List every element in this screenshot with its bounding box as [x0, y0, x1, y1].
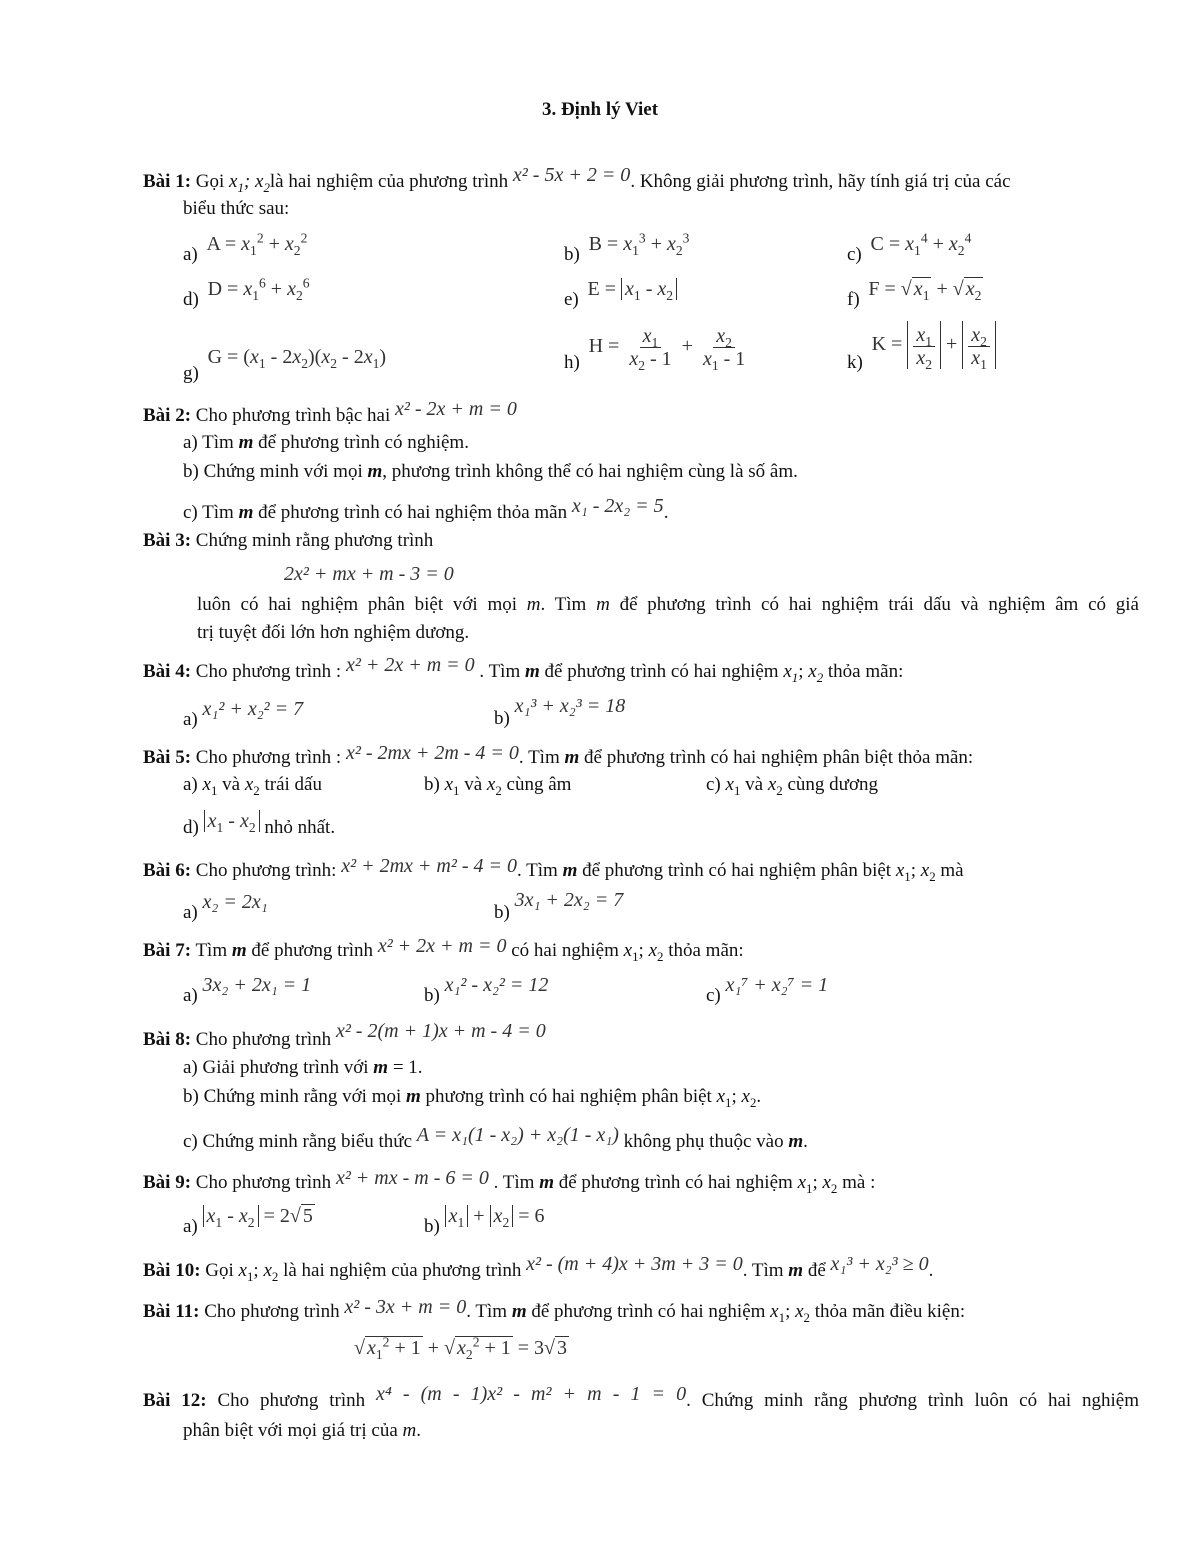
equation: x² - 3x + m = 0 — [344, 1296, 467, 1318]
equation-3: 2x² + mx + m - 3 = 0 — [284, 563, 454, 585]
equation-11-condition: √ $x_1^2 + 1$ + √ $x_2^2 + 1 = 3√$ 3 — [354, 1334, 568, 1362]
problem-4: Bài 4: Cho phương trình : x² + 2x + m = 0 . Tìm m để phương trình có hai nghiệm $x_1$; $x_2$ thỏa mãn: — [143, 654, 904, 685]
problem-6: Bài 6: Cho phương trình: x² + 2mx + m² - 4 = 0. Tìm m để phương trình có hai nghiệm phân biệt $x_1$; $x_2$ mà — [143, 855, 964, 884]
item-1e: e) $E = x_1 - x_2$ — [564, 277, 677, 302]
problem-3-line2: trị tuyệt đối lớn hơn nghiệm dương. — [197, 622, 470, 643]
equation: x² - 2x + m = 0 — [395, 398, 517, 420]
problem-2b: b) Chứng minh với mọi m, phương trình không thể có hai nghiệm cùng là số âm. — [183, 461, 798, 482]
item-7b: b) x₁² - x₂² = 12 — [424, 974, 549, 1006]
item-1g: g) $G = (x_1 - 2x_2)(x_2 - 2x_1)$ — [183, 346, 387, 384]
problem-label: Bài 4: — [143, 661, 192, 682]
problem-label: Bài 5: — [143, 747, 192, 768]
equation: A = x₁(1 - x₂) + x₂(1 - x₁) — [416, 1124, 619, 1146]
problem-8b: b) Chứng minh rằng với mọi m phương trình có hai nghiệm phân biệt $x_1$; $x_2$. — [183, 1086, 762, 1110]
expression-9b: $x_1 + x_2 = 6$ — [445, 1205, 545, 1227]
item-6a: a) x₂ = 2x₁ — [183, 891, 268, 923]
expression-a: $A = x_1^2 + x_2^2$ — [206, 230, 308, 258]
problem-10: Bài 10: Gọi $x_1$; $x_2$ là hai nghiệm của phương trình x² - (m + 4)x + 3m + 3 = 0. Tìm m để x₁³ + x₂³ ≥ 0. — [143, 1253, 934, 1284]
item-4b: b) x₁³ + x₂³ = 18 — [494, 695, 626, 729]
equation: x² - 2(m + 1)x + m - 4 = 0 — [335, 1020, 546, 1042]
equation: x² + 2x + m = 0 — [377, 935, 507, 957]
item-1a: a) $A = x_1^2 + x_2^2$ — [183, 230, 308, 265]
equation: x² - 2mx + 2m - 4 = 0 — [345, 742, 519, 764]
expression-d: $D = x_1^6 + x_2^6$ — [207, 275, 310, 303]
item-1f: f) F = √ $x_1$ + √ $x_2$ — [847, 278, 982, 310]
equation: x² + 2mx + m² - 4 = 0 — [341, 855, 517, 877]
expression-k: K = $\frac{x_1}{x_2}$ + $\frac{x_2}{x_1}$ — [872, 333, 996, 355]
item-9b: b) $x_1 + x_2 = 6$ — [424, 1205, 545, 1237]
page-title: 3. Định lý Viet — [541, 99, 659, 120]
problem-label: Bài 8: — [143, 1029, 192, 1050]
problem-9: Bài 9: Cho phương trình x² + mx - m - 6 = 0 . Tìm m để phương trình có hai nghiệm $x_1$; $x_2$ mà : — [143, 1167, 876, 1196]
equation: x² + 2x + m = 0 — [345, 654, 475, 676]
expression-e: $E = x_1 - x_2$ — [588, 278, 678, 300]
item-5d: d) $x_1 - x_2$ nhỏ nhất. — [183, 810, 336, 838]
problem-3: Bài 3: Chứng minh rằng phương trình — [143, 530, 434, 551]
expression-h: H = $\frac{x_1}{x_2 - 1}$ + $\frac{x_2}{x_1 - 1}$ — [588, 324, 746, 373]
problem-2a: a) Tìm m để phương trình có nghiệm. — [183, 432, 469, 453]
problem-12-line2: phân biệt với mọi giá trị của m. — [183, 1420, 422, 1441]
problem-2c: c) Tìm m để phương trình có hai nghiệm thỏa mãn x₁ - 2x₂ = 5. — [183, 495, 669, 523]
problem-label: Bài 1: — [143, 171, 192, 192]
problem-7: Bài 7: Tìm m để phương trình x² + 2x + m = 0 có hai nghiệm $x_1$; $x_2$ thỏa mãn: — [143, 935, 744, 964]
abs-expression: $x_1 - x_2$ — [204, 810, 260, 832]
problem-5: Bài 5: Cho phương trình : x² - 2mx + 2m - 4 = 0. Tìm m để phương trình có hai nghiệm phân biệt thỏa mãn: — [143, 742, 974, 768]
problem-label: Bài 3: — [143, 530, 192, 551]
problem-label: Bài 10: — [143, 1260, 201, 1281]
problem-label: Bài 9: — [143, 1172, 192, 1193]
problem-1: Bài 1: Gọi $x_1$; $x_2là$ hai nghiệm của phương trình x² - 5x + 2 = 0. Không giải phương trình, hãy tính giá trị của các — [143, 164, 1011, 195]
problem-label: Bài 2: — [143, 405, 192, 426]
equation: x₁³ + x₂³ ≥ 0 — [830, 1253, 929, 1275]
item-5c: c) $x_1$ và $x_2$ cùng dương — [706, 774, 879, 798]
problem-1-line2: biểu thức sau: — [183, 198, 290, 219]
item-4a: a) x₁² + x₂² = 7 — [183, 698, 304, 730]
expression-f: F = √ $x_1$ + √ $x_2$ — [868, 278, 982, 303]
problem-label: Bài 6: — [143, 860, 192, 881]
problem-11: Bài 11: Cho phương trình x² - 3x + m = 0. Tìm m để phương trình có hai nghiệm $x_1$; $x_2$ thỏa mãn điều kiện: — [143, 1296, 966, 1325]
problem-label: Bài 7: — [143, 940, 192, 961]
equation: x² - 5x + 2 = 0 — [512, 164, 631, 186]
problem-2: Bài 2: Cho phương trình bậc hai x² - 2x + m = 0 — [143, 398, 517, 426]
expression-9a: $x_1 - x_2 = 2√$ 5 — [203, 1204, 315, 1227]
equation: x² + mx - m - 6 = 0 — [335, 1167, 489, 1189]
problem-8a: a) Giải phương trình với m = 1. — [183, 1057, 423, 1078]
expression-g: $G = (x_1 - 2x_2)(x_2 - 2x_1)$ — [207, 346, 387, 371]
problem-8: Bài 8: Cho phương trình x² - 2(m + 1)x + m - 4 = 0 — [143, 1020, 546, 1050]
item-7a: a) 3x₂ + 2x₁ = 1 — [183, 974, 312, 1006]
item-7c: c) x₁⁷ + x₂⁷ = 1 — [706, 974, 829, 1006]
expression-b: $B = x_1^3 + x_2^3$ — [588, 230, 690, 258]
expression-c: $C = x_1^4 + x_2^4$ — [870, 230, 972, 258]
item-1h: h) H = $\frac{x_1}{x_2 - 1}$ + $\frac{x_2}{x_1 - 1}$ — [564, 322, 750, 371]
item-5b: b) $x_1$ và $x_2$ cùng âm — [424, 774, 572, 798]
item-9a: a) $x_1 - x_2 = 2√$ 5 — [183, 1205, 313, 1237]
equation: x₁ - 2x₂ = 5 — [571, 495, 664, 517]
problem-label: Bài 11: — [143, 1301, 200, 1322]
problem-12: Bài 12: Cho phương trình x⁴ - (m - 1)x² - m² + m - 1 = 0. Chứng minh rằng phương trình luôn có hai nghiệm — [143, 1383, 1140, 1411]
problem-8c: c) Chứng minh rằng biểu thức A = x₁(1 - x₂) + x₂(1 - x₁) không phụ thuộc vào m. — [183, 1124, 808, 1152]
equation: x⁴ - (m - 1)x² - m² + m - 1 = 0 — [375, 1383, 687, 1405]
item-5a: a) $x_1$ và $x_2$ trái dấu — [183, 774, 322, 798]
item-1k: k) K = $\frac{x_1}{x_2}$ + $\frac{x_2}{x_1}$ — [847, 320, 996, 369]
problem-3-body: luôn có hai nghiệm phân biệt với mọi m. Tìm m để phương trình có hai nghiệm trái dấu và nghiệm âm có giá — [197, 594, 1139, 615]
item-1c: c) $C = x_1^4 + x_2^4$ — [847, 230, 972, 265]
item-1b: b) $B = x_1^3 + x_2^3$ — [564, 230, 690, 265]
item-6b: b) 3x₁ + 2x₂ = 7 — [494, 889, 624, 923]
item-1d: d) $D = x_1^6 + x_2^6$ — [183, 275, 310, 310]
equation: x² - (m + 4)x + 3m + 3 = 0 — [526, 1253, 743, 1275]
problem-label: Bài 12: — [143, 1390, 207, 1411]
